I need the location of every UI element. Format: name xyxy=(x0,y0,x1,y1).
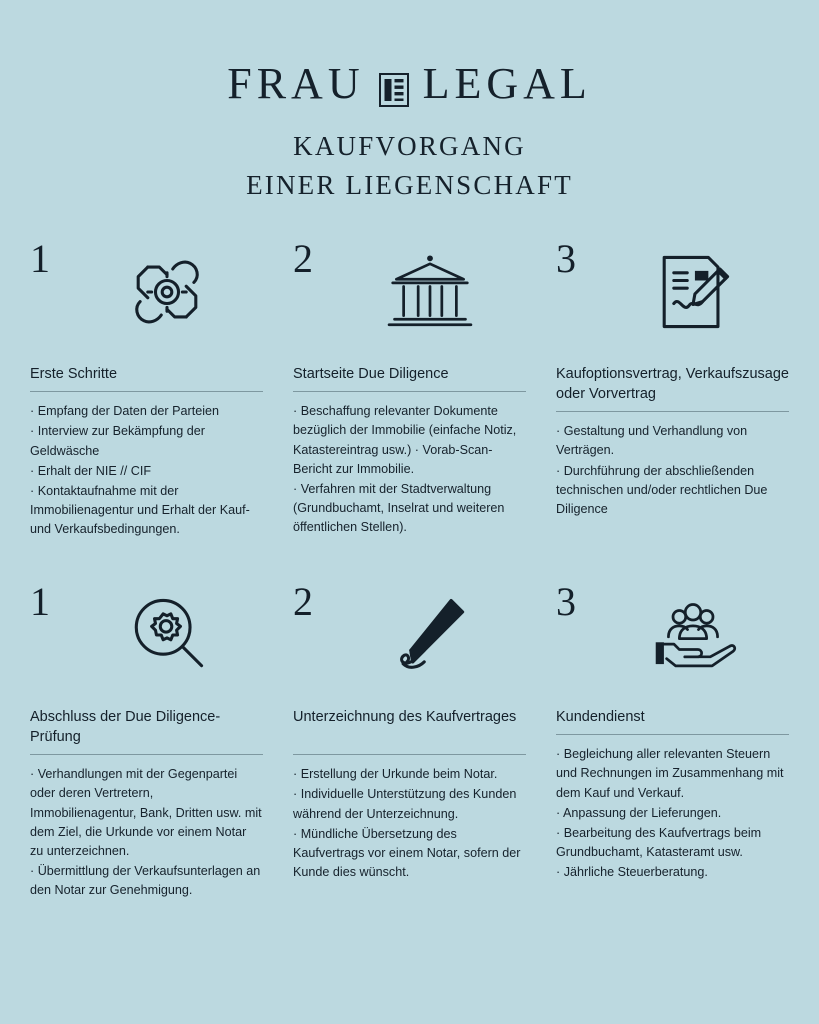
step-card-5 xyxy=(287,576,532,901)
bank-ledger-icon xyxy=(379,67,409,101)
step-2-head xyxy=(293,233,526,365)
list-item: · Kontaktaufnahme mit der Immobilienagentur und Erhalt der Kauf- und Verkaufsbedingungen. xyxy=(30,483,250,537)
step-1-body xyxy=(30,402,263,539)
step-3-head xyxy=(556,233,789,365)
fountain-pen-icon xyxy=(333,576,526,694)
step-2-body xyxy=(293,402,526,537)
step-card-2 xyxy=(287,233,532,540)
brand-name-right: LEGAL xyxy=(422,59,592,108)
list-item: · Begleichung aller relevanten Steuern und Rechnungen im Zusammenhang mit dem Kauf und Verkauf. xyxy=(556,747,784,800)
step-5-title: Unterzeichnung des Kaufvertrages xyxy=(293,708,526,755)
list-item: · Erstellung der Urkunde beim Notar. xyxy=(293,767,498,782)
step-1-title: Erste Schritte xyxy=(30,365,263,392)
bank-building-icon xyxy=(333,233,526,351)
steps-row-2 xyxy=(0,576,819,901)
step-6-body xyxy=(556,745,789,882)
steps-row-1 xyxy=(0,233,819,540)
list-item: · Bearbeitung des Kaufvertrags beim Grundbuchamt, Katasteramt usw. xyxy=(556,825,762,859)
list-item: · Gestaltung und Verhandlung von Verträgen. xyxy=(556,424,748,458)
list-item: · Empfang der Daten der Parteien xyxy=(30,404,220,419)
step-4-body xyxy=(30,765,263,900)
list-item: · Durchführung der abschließenden technischen und/oder rechtlichen Due Diligence xyxy=(556,463,768,516)
list-item: · Verfahren mit der Stadtverwaltung (Grundbuchamt, Inselrat und weiteren öffentlichen Stellen). xyxy=(293,481,505,535)
step-card-3 xyxy=(550,233,795,540)
step-6-head xyxy=(556,576,789,708)
hand-holding-people-icon xyxy=(596,576,789,694)
page-title-line-2: EINER LIEGENSCHAFT xyxy=(246,170,573,201)
list-item: · Anpassung der Lieferungen. xyxy=(556,805,722,820)
step-5-body xyxy=(293,765,526,882)
list-item: · Beschaffung relevanter Dokumente bezüglich der Immobilie (einfache Notiz, Katastereintrag usw.) · Vorab-Scan-Bericht zur Immobilie. xyxy=(293,404,517,476)
brand-name-left: FRAU xyxy=(227,59,365,108)
step-2-number: 2 xyxy=(293,236,313,282)
signed-contract-icon xyxy=(596,233,789,351)
brand-logo xyxy=(0,58,819,109)
header xyxy=(0,0,819,205)
list-item: · Mündliche Übersetzung des Kaufvertrags vor einem Notar, sofern der Kunde dies wünscht. xyxy=(293,826,521,879)
step-1-number: 1 xyxy=(30,236,50,282)
handshake-gear-icon xyxy=(70,233,263,351)
page-title-line-1: KAUFVORGANG xyxy=(293,131,526,161)
list-item: · Verhandlungen mit der Gegenpartei oder deren Vertretern, Immobilienagentur, Bank, Dritten usw. mit dem Ziel, die Urkunde vor einem Notar zu unterzeichnen. xyxy=(30,767,262,858)
list-item: · Interview zur Bekämpfung der Geldwäsche xyxy=(30,424,205,458)
step-3-title: Kaufoptionsvertrag, Verkaufszusage oder Vorvertrag xyxy=(556,365,789,412)
step-3-body xyxy=(556,422,789,519)
list-item: · Erhalt der NIE // CIF xyxy=(30,463,152,478)
step-6-number: 3 xyxy=(556,579,576,625)
step-5-number: 2 xyxy=(293,579,313,625)
step-4-head xyxy=(30,576,263,708)
step-6-title: Kundendienst xyxy=(556,708,789,735)
list-item: · Übermittlung der Verkaufsunterlagen an den Notar zur Genehmigung. xyxy=(30,863,261,898)
step-card-6 xyxy=(550,576,795,901)
step-3-number: 3 xyxy=(556,236,576,282)
list-item: · Individuelle Unterstützung des Kunden während der Unterzeichnung. xyxy=(293,787,517,821)
magnifier-gear-icon xyxy=(70,576,263,694)
step-4-title: Abschluss der Due Diligence-Prüfung xyxy=(30,708,263,755)
step-2-title: Startseite Due Diligence xyxy=(293,365,526,392)
step-5-head xyxy=(293,576,526,708)
list-item: · Jährliche Steuerberatung. xyxy=(556,865,708,880)
page-title xyxy=(0,127,819,205)
step-1-head xyxy=(30,233,263,365)
step-4-number: 1 xyxy=(30,579,50,625)
step-card-1 xyxy=(24,233,269,540)
step-card-4 xyxy=(24,576,269,901)
